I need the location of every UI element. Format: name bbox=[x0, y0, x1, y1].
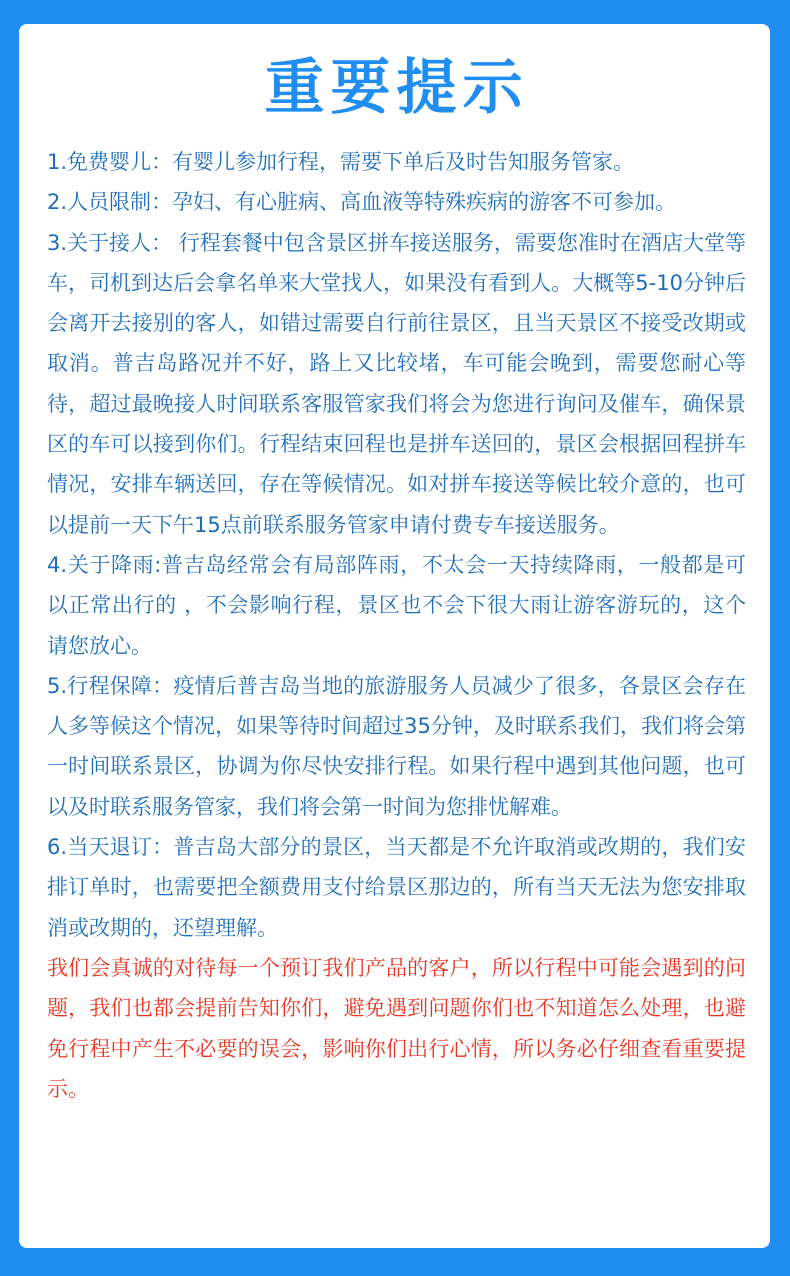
notice-item-restrictions: 2.人员限制：孕妇、有心脏病、高血液等特殊疾病的游客不可参加。 bbox=[47, 190, 677, 215]
notice-item-same-day-cancel: 6.当天退订：普吉岛大部分的景区，当天都是不允许取消或改期的，我们安排订单时，也需要把全额费用支付给景区那边的，所有当天无法为您安排取消或改期的，还望理解。 bbox=[47, 835, 746, 940]
notice-item-infant: 1.免费婴儿：有婴儿参加行程，需要下单后及时告知服务管家。 bbox=[47, 150, 635, 174]
notice-item-pickup: 3.关于接人： 行程套餐中包含景区拼车接送服务，需要您准时在酒店大堂等车，司机到达后会拿名单来大堂找人，如果没有看到人。大概等5-10分钟后会离开去接别的客人，如错过需要自行前往景区，且当天景区不接受改期或取消。普吉岛路况并不好，路上又比较堵，车可能会晚到，需要您耐心等待，超过最晚接人时间联系客服管家我们将会为您进行询问及催车，确保景区的车可以接到你们。行程结束回程也是拼车送回的，景区会根据回程拼车情况，安排车辆送回，存在等候情况。如对拼车接送等候比较介意的，也可以提前一天下午15点前联系服务管家申请付费专车接送服务。 bbox=[47, 230, 746, 537]
closing-notice: 我们会真诚的对待每一个预订我们产品的客户，所以行程中可能会遇到的问题，我们也都会提前告知你们，避免遇到问题你们也不知道怎么处理，也避免行程中产生不必要的误会，影响你们出行心情，所以务必仔细查看重要提示。 bbox=[47, 955, 746, 1101]
notice-item-rain: 4.关于降雨:普吉岛经常会有局部阵雨，不太会一天持续降雨，一般都是可以正常出行的 ，不会影响行程，景区也不会下很大雨让游客游玩的，这个请您放心。 bbox=[47, 552, 746, 658]
notice-card bbox=[19, 24, 770, 1248]
page-title: 重要提示 bbox=[264, 53, 529, 123]
notice-content bbox=[47, 142, 746, 1109]
notice-item-guarantee: 5.行程保障：疫情后普吉岛当地的旅游服务人员减少了很多，各景区会存在人多等候这个情况，如果等待时间超过35分钟，及时联系我们，我们将会第一时间联系景区，协调为你尽快安排行程。如果行程中遇到其他问题，也可以及时联系服务管家，我们将会第一时间为您排忧解难。 bbox=[47, 673, 746, 819]
